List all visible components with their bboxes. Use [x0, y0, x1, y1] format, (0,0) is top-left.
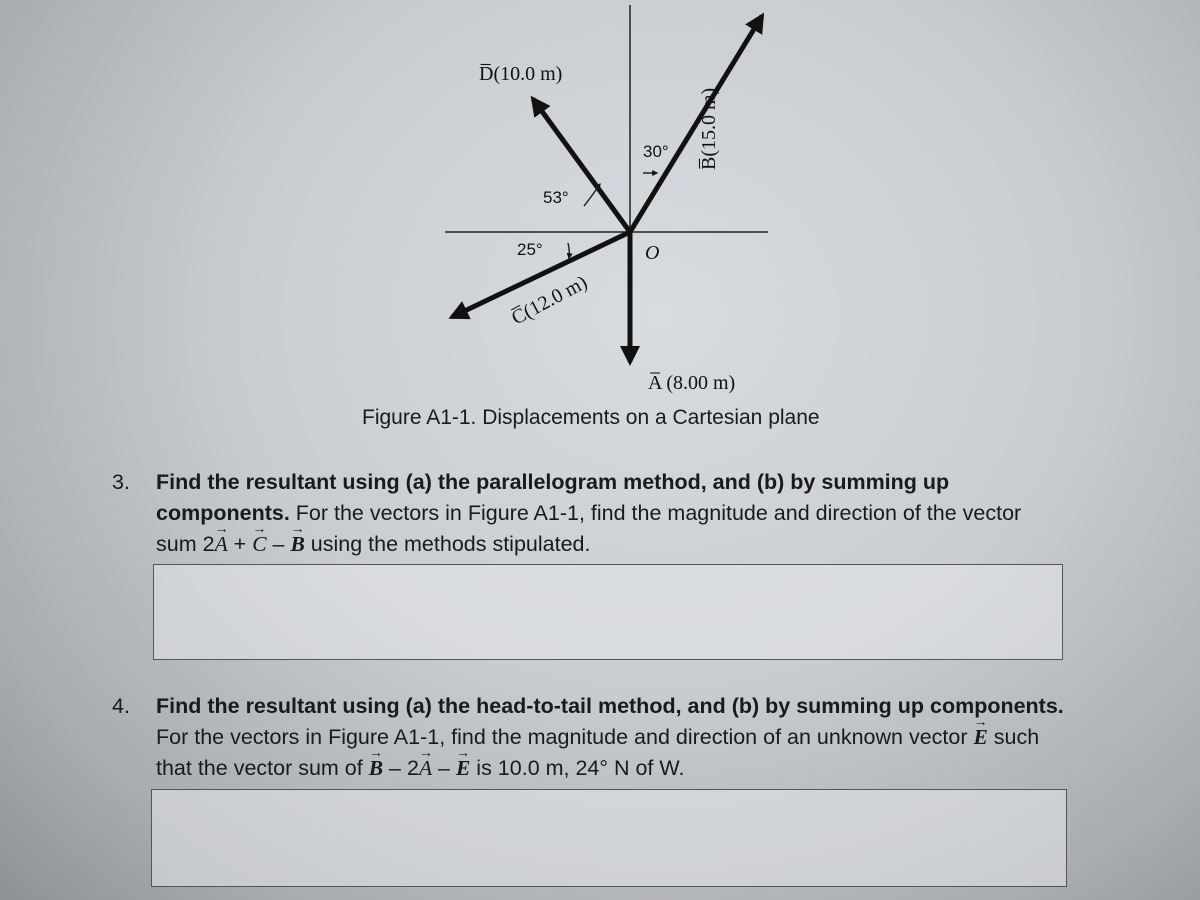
angle-arc-c: [568, 243, 569, 258]
question-4-text-1: For the vectors in Figure A1-1, find the magnitude and direction of an unknown vector: [156, 725, 974, 749]
vector-figure: [0, 0, 1200, 440]
minus-sign: –: [432, 756, 456, 780]
label-b: B̅(15.0 m): [698, 87, 720, 170]
question-3-body: [156, 467, 1066, 560]
plus-sign: +: [227, 532, 253, 556]
question-4-instruction: Find the resultant using (a) the head-to-tail method, and (b) by summing up components.: [156, 694, 1064, 718]
vector-e-symbol: → E: [456, 753, 470, 784]
angle-d: 53°: [543, 188, 569, 207]
label-c: C̅(12.0 m): [508, 271, 591, 330]
vector-d: [533, 99, 630, 232]
origin-label: O: [645, 242, 660, 264]
question-4-body: [156, 691, 1066, 784]
question-3-text-2: using the methods stipulated.: [304, 532, 591, 556]
vector-e-symbol: → E: [973, 722, 987, 753]
question-4-number: 4.: [112, 694, 130, 718]
question-3: [112, 467, 1072, 562]
angle-b: 30°: [643, 142, 669, 161]
angle-c: 25°: [517, 240, 543, 259]
answer-box-4[interactable]: [151, 789, 1067, 887]
figure-caption: Figure A1-1. Displacements on a Cartesian plane: [362, 406, 820, 429]
question-4: [112, 691, 1072, 786]
answer-box-3[interactable]: [153, 564, 1063, 660]
question-4-text-2: such that the vector sum of: [156, 725, 1040, 780]
question-4-text-3: is 10.0 m, 24° N of W.: [470, 756, 685, 780]
question-3-instruction: Find the resultant using (a) the parallelogram method, and (b) by summing up components.: [156, 470, 950, 525]
vector-b: [630, 16, 762, 232]
vector-c-symbol: → C: [252, 529, 266, 560]
vector-a-symbol: → A: [215, 529, 228, 560]
minus-two: – 2: [383, 756, 419, 780]
label-a: A̅ (8.00 m): [648, 372, 736, 394]
minus-sign: –: [266, 532, 291, 556]
vector-b-symbol: → B: [369, 753, 383, 784]
label-d: D̅(10.0 m): [479, 63, 563, 85]
vector-b-symbol: → B: [290, 529, 304, 560]
vector-diagram: [0, 0, 1200, 440]
angle-arc-d: [584, 184, 600, 206]
question-3-text-1: For the vectors in Figure A1-1, find the magnitude and direction of the vector sum 2: [156, 501, 1022, 556]
vector-a-symbol: → A: [419, 753, 432, 784]
question-3-number: 3.: [112, 470, 130, 494]
